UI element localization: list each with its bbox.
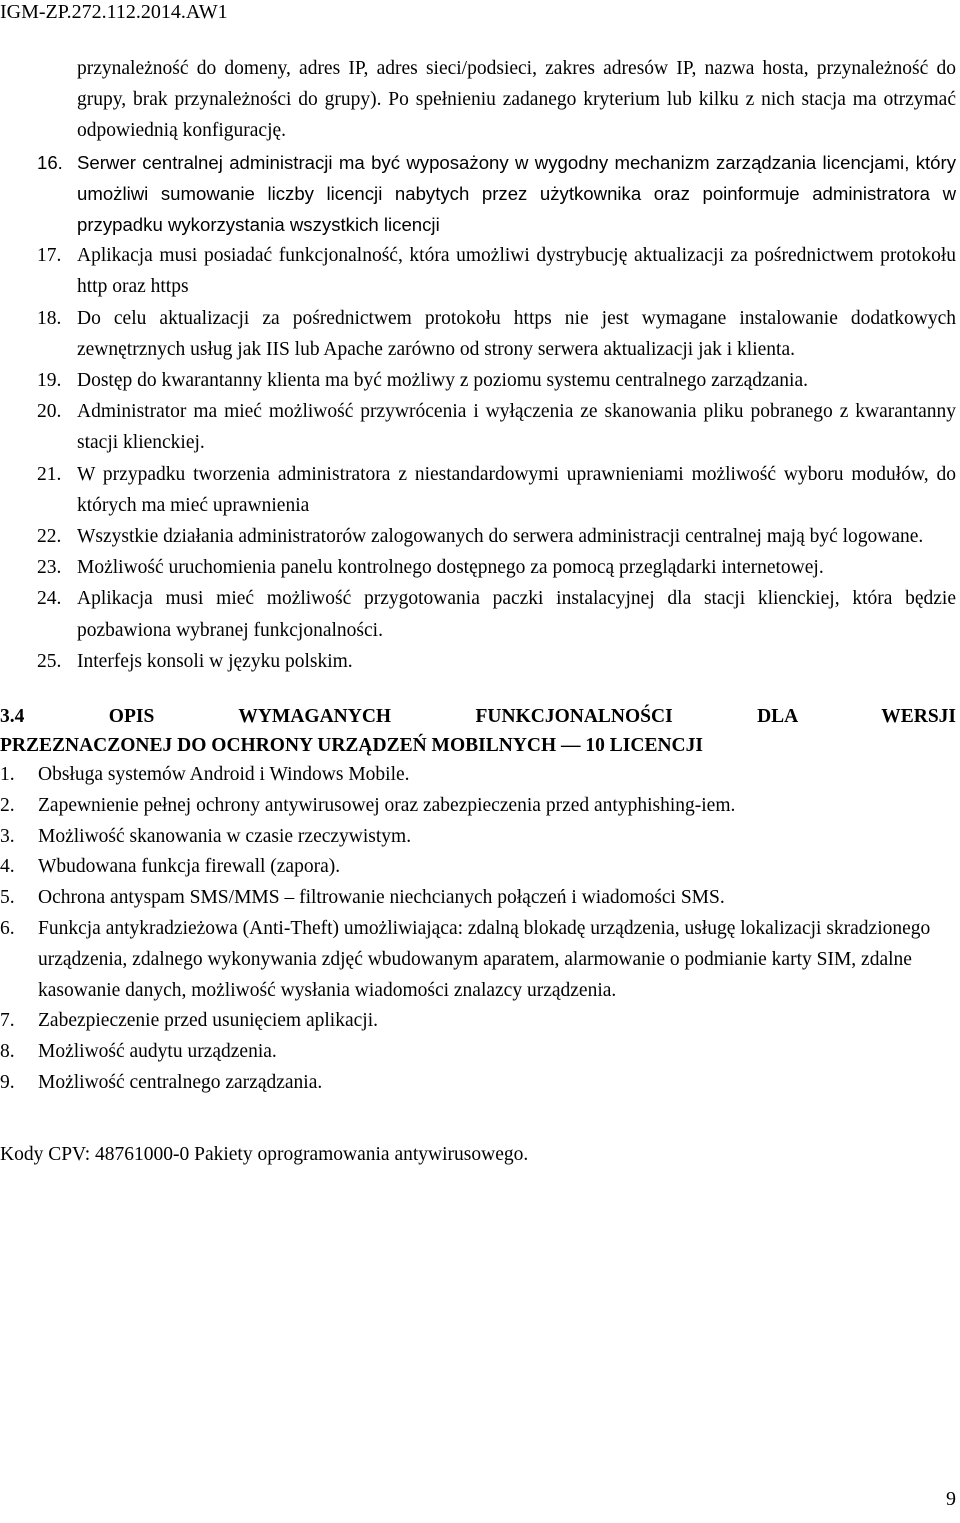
item-text: Wbudowana funkcja firewall (zapora). <box>38 856 341 878</box>
item-text: Serwer centralnej administracji ma być wyposażony w wygodny mechanizm zarządzania licencjami, który umożliwi sumowanie liczby licencji nabytych przez użytkownika oraz poinformuje administratora w przypadku wykorzystania wszystkich licencji <box>77 151 956 236</box>
document-body <box>0 53 956 1170</box>
continuation-paragraph: przynależność do domeny, adres IP, adres sieci/podsieci, zakres adresów IP, nazwa hosta, przynależność do grupy, brak przynależności do grupy). Po spełnieniu zadanego kryterium lub kilku z nich stacja ma otrzymać odpowiednią konfigurację. <box>77 58 956 142</box>
section-heading <box>0 702 956 760</box>
list-item <box>0 459 956 521</box>
item-number: 4. <box>0 856 15 878</box>
list-item <box>0 822 956 853</box>
list-item <box>0 396 956 458</box>
item-text: Funkcja antykradzieżowa (Anti-Theft) umożliwiająca: zdalną blokadę urządzenia, usługę lokalizacji skradzionego urządzenia, zdalnego wykonywania zdjęć wbudowanym aparatem, alarmowanie o podmianie karty SIM, zdalne kasowanie danych, możliwość wysłania wiadomości znalazcy urządzenia. <box>38 918 931 1001</box>
item-text: Zabezpieczenie przed usunięciem aplikacji. <box>38 1010 378 1032</box>
list-item <box>0 1037 956 1068</box>
list-item <box>0 303 956 365</box>
item-text: Możliwość centralnego zarządzania. <box>38 1072 323 1094</box>
item-number: 24. <box>37 588 62 610</box>
list-item <box>0 883 956 914</box>
item-text: Aplikacja musi posiadać funkcjonalność, która umożliwi dystrybucję aktualizacji za pośrednictwem protokołu http oraz https <box>77 245 956 298</box>
list-item <box>0 240 956 302</box>
cpv-codes: Kody CPV: 48761000-0 Pakiety oprogramowania antywirusowego. <box>0 1143 529 1165</box>
list-item <box>0 1068 956 1099</box>
item-number: 19. <box>37 370 62 392</box>
item-number: 23. <box>37 557 62 579</box>
item-text: Możliwość uruchomienia panelu kontrolnego dostępnego za pomocą przeglądarki internetowej. <box>77 557 824 579</box>
item-number: 25. <box>37 650 62 672</box>
item-text: Zapewnienie pełnej ochrony antywirusowej oraz zabezpieczenia przed antyphishing-iem. <box>38 794 736 816</box>
item-number: 8. <box>0 1041 15 1063</box>
item-text: Do celu aktualizacji za pośrednictwem protokołu https nie jest wymagane instalowanie dodatkowych zewnętrznych usług jak IIS lub Apache zarówno od strony serwera aktualizacji jak i klienta. <box>77 307 956 360</box>
item-text: Obsługa systemów Android i Windows Mobile. <box>38 764 410 786</box>
item-text: W przypadku tworzenia administratora z niestandardowymi uprawnieniami możliwość wyboru modułów, do których ma mieć uprawnienia <box>77 463 956 516</box>
item-text: Ochrona antyspam SMS/MMS – filtrowanie niechcianych połączeń i wiadomości SMS. <box>38 887 725 909</box>
item-number: 18. <box>37 307 62 329</box>
item-text: Aplikacja musi mieć możliwość przygotowania paczki instalacyjnej dla stacji klienckiej, która będzie pozbawiona wybranej funkcjonalności. <box>77 588 956 641</box>
list-item <box>0 1006 956 1037</box>
list-item <box>0 147 956 241</box>
item-text: Możliwość audytu urządzenia. <box>38 1041 277 1063</box>
list-item <box>0 852 956 883</box>
item-number: 16. <box>37 151 63 173</box>
list-item <box>0 791 956 822</box>
item-number: 9. <box>0 1072 15 1094</box>
item-number: 2. <box>0 794 15 816</box>
item-number: 5. <box>0 887 15 909</box>
list-item <box>0 760 956 791</box>
item-text: Interfejs konsoli w języku polskim. <box>77 650 353 672</box>
item-number: 17. <box>37 245 62 267</box>
page-number: 9 <box>946 1488 956 1510</box>
item-number: 20. <box>37 401 62 423</box>
list-item <box>0 365 956 396</box>
item-text: Wszystkie działania administratorów zalogowanych do serwera administracji centralnej mają być logowane. <box>77 526 924 548</box>
section-heading-line-1: 3.4 OPIS WYMAGANYCH FUNKCJONALNOŚCI DLA WERSJI <box>0 706 956 728</box>
item-text: Możliwość skanowania w czasie rzeczywistym. <box>38 825 412 847</box>
list-item <box>0 914 956 1006</box>
item-text: Dostęp do kwarantanny klienta ma być możliwy z poziomu systemu centralnego zarządzania. <box>77 370 808 392</box>
list-item <box>0 552 956 583</box>
list-item <box>0 583 956 645</box>
item-number: 22. <box>37 526 62 548</box>
item-number: 3. <box>0 825 15 847</box>
item-number: 7. <box>0 1010 15 1032</box>
item-number: 6. <box>0 918 15 940</box>
mobile-requirements-list <box>0 760 956 1099</box>
item-number: 21. <box>37 463 62 485</box>
item-number: 1. <box>0 764 15 786</box>
document-code-header: IGM-ZP.272.112.2014.AW1 <box>0 1 228 23</box>
list-item <box>0 521 956 552</box>
requirements-list <box>0 147 956 677</box>
item-text: Administrator ma mieć możliwość przywrócenia i wyłączenia ze skanowania pliku pobranego z kwarantanny stacji klienckiej. <box>77 401 956 454</box>
section-heading-line-2: PRZEZNACZONEJ DO OCHRONY URZĄDZEŃ MOBILNYCH — 10 LICENCJI <box>0 735 703 757</box>
list-item <box>0 646 956 677</box>
